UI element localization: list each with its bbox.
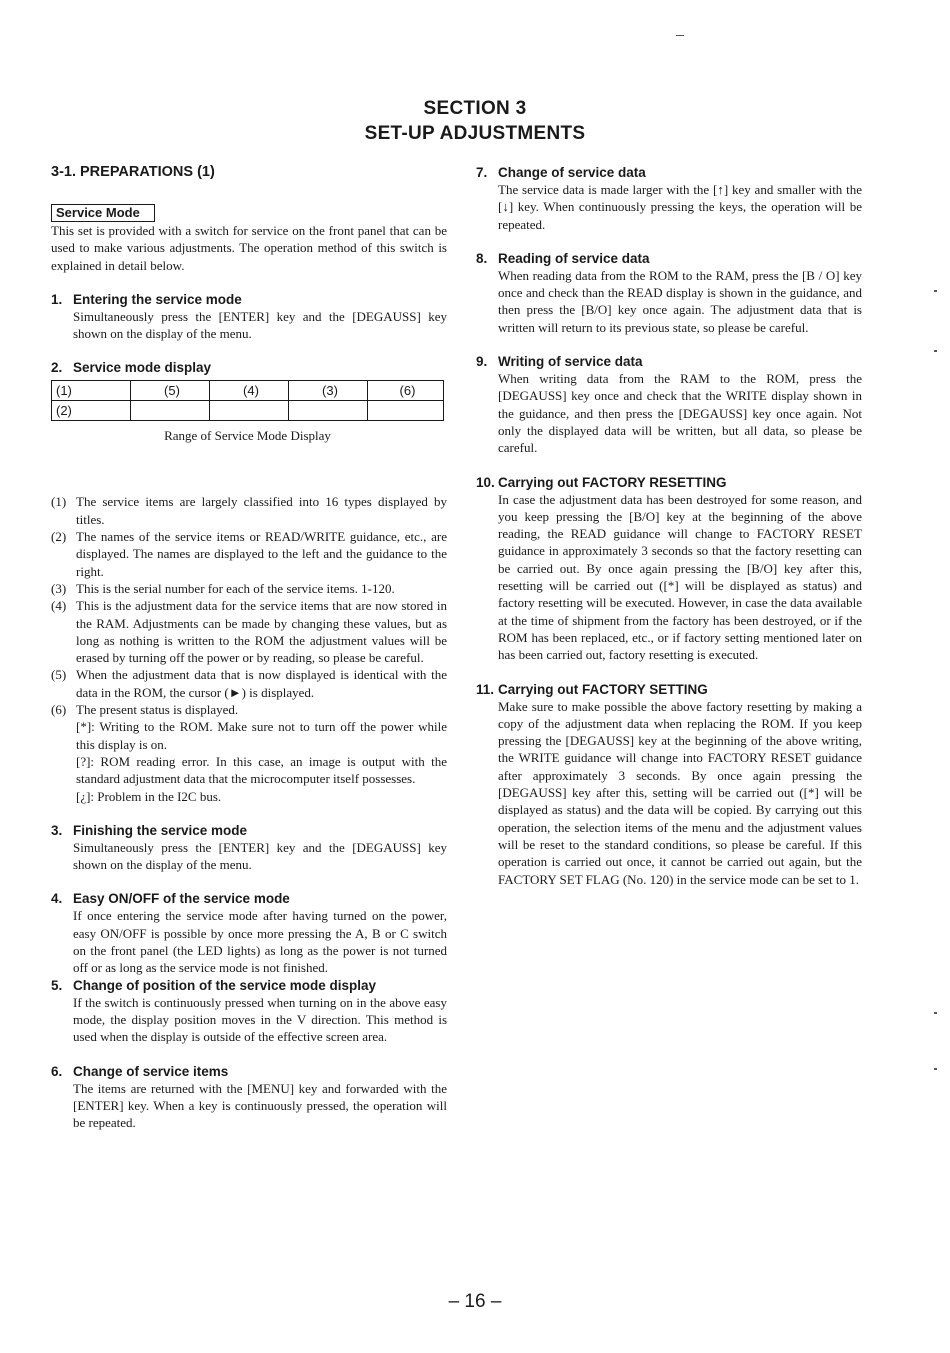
section-name: SET-UP ADJUSTMENTS <box>364 123 586 144</box>
section-11-title: Carrying out FACTORY SETTING <box>498 681 708 697</box>
section-11-body: Make sure to make possible the above factory resetting by making a copy of the adjustment data when replacing the ROM. If you keep pressing the [DEGAUSS] key at the beginning of the above writing, the WRITE guidance will change into FACTORY RESET guidance after approximately 3 seconds. By once again pressing the [DEGAUSS] key after this, setting will be carried out ([*] will be displayed as status) and the data will be copied. By carrying out this operation, the selection items of the menu and the adjustment values will be reset to the standard conditions, so please be careful. If this operation is carried out once, it cannot be carried out again, but the FACTORY SET FLAG (No. 120) in the service mode can be set to 1. <box>498 698 862 887</box>
display-items-list <box>51 493 447 804</box>
section-7-title: Change of service data <box>498 165 646 180</box>
section-10-number: 10. <box>476 474 495 490</box>
left-column <box>51 164 447 1131</box>
service-mode-box-label: Service Mode <box>51 204 155 222</box>
section-3-title: Finishing the service mode <box>73 822 248 838</box>
section-9-title: Writing of service data <box>498 354 643 370</box>
list-item <box>51 597 447 666</box>
section-1-title: Entering the service mode <box>73 291 242 307</box>
section-11-heading <box>476 681 862 698</box>
section-1-body: Simultaneously press the [ENTER] key and the [DEGAUSS] key shown on the display of the menu. <box>73 308 447 342</box>
status-line: [¿]: Problem in the I2C bus. <box>76 788 222 804</box>
section-6-heading <box>51 1063 447 1080</box>
list-item-text: This is the adjustment data for the service items that are now stored in the RAM. Adjustments can be made by changing these values, but as long as nothing is written to the ROM the adjustment values will be erased by turning off the power or by reading, so please be careful. <box>76 598 447 666</box>
list-item <box>51 493 447 528</box>
section-title <box>0 96 950 146</box>
service-mode-display-table <box>51 380 444 421</box>
table-row <box>52 381 444 401</box>
table-cell: (1) <box>52 381 131 401</box>
table-cell <box>210 401 289 421</box>
section-7-heading <box>476 164 862 181</box>
section-number: SECTION 3 <box>423 98 527 119</box>
section-6-number: 6. <box>51 1063 63 1079</box>
table-cell: (3) <box>289 381 368 401</box>
section-7-number: 7. <box>476 165 488 180</box>
list-item-index: (6) <box>51 702 67 718</box>
list-item-text: This is the serial number for each of the service items. 1-120. <box>76 580 395 596</box>
table-row <box>52 401 444 421</box>
section-10-body: In case the adjustment data has been destroyed for some reason, and you keep pressing the [B/O] key at the beginning of the above reading, the READ guidance will change to FACTORY RESET guidance in approximately 3 seconds so that the factory resetting can be carried out. By once again pressing the [B/O] key after this, resetting will be carried out ([*] will be displayed as status) and factory resetting will be executed. However, in case the data available at the time of shipment from the factory has been destroyed, or if the ROM has been replaced, etc., or if factory setting mentioned later on has been carried out, factory resetting is executed. <box>498 491 862 663</box>
section-2-title: Service mode display <box>73 360 212 376</box>
section-1-number: 1. <box>51 291 63 307</box>
table-caption: Range of Service Mode Display <box>164 428 331 444</box>
scan-mark <box>934 290 937 292</box>
section-8-heading <box>476 250 862 267</box>
section-11-number: 11. <box>476 681 495 697</box>
status-line: [*]: Writing to the ROM. Make sure not to turn off the power while this display is on. <box>76 719 447 752</box>
section-10-title: Carrying out FACTORY RESETTING <box>498 474 727 490</box>
scan-mark <box>934 1068 937 1070</box>
list-item <box>51 666 447 701</box>
section-6-body: The items are returned with the [MENU] key and forwarded with the [ENTER] key. When a key is continuously pressed, the operation will be repeated. <box>73 1080 447 1131</box>
right-column <box>476 164 862 888</box>
list-item-text: When the adjustment data that is now displayed is identical with the data in the ROM, the cursor (►) is displayed. <box>76 667 447 700</box>
list-item <box>51 701 447 805</box>
section-5-number: 5. <box>51 977 63 993</box>
section-9-heading <box>476 353 862 370</box>
table-cell: (4) <box>210 381 289 401</box>
table-cell <box>131 401 210 421</box>
section-3-number: 3. <box>51 822 63 838</box>
section-7-body: The service data is made larger with the [↑] key and smaller with the [↓] key. When continuously pressing the keys, the operation will be repeated. <box>498 182 862 232</box>
table-cell <box>289 401 368 421</box>
section-8-body: When reading data from the ROM to the RAM, press the [B / O] key once and check than the READ display is shown in the guidance, and then press the [B/O] key once again. The adjustment data that is written will return to its previous state, so please be careful. <box>498 267 862 335</box>
list-item-text: The present status is displayed. <box>76 702 239 718</box>
list-item <box>51 580 447 597</box>
section-4-body: If once entering the service mode after having turned on the power, easy ON/OFF is possible by once more pressing the A, B or C switch on the front panel (the LED lights) as long as the power is not turned off or as long as the service mode is not finished. <box>73 908 447 976</box>
list-item <box>51 528 447 580</box>
page-number: – 16 – <box>448 1291 502 1312</box>
section-8-number: 8. <box>476 250 488 266</box>
section-1-heading <box>51 291 447 308</box>
scan-mark <box>934 350 937 352</box>
table-cell: (5) <box>131 381 210 401</box>
status-line: [?]: ROM reading error. In this case, an image is output with the standard adjustment data that the microcomputer itself possesses. <box>76 753 447 787</box>
list-item-index: (5) <box>51 667 67 683</box>
table-cell <box>368 401 444 421</box>
section-8-title: Reading of service data <box>498 250 650 266</box>
section-5-body: If the switch is continuously pressed when turning on in the above easy mode, the display position moves in the V direction. This method is used when the display is outside of the effective screen area. <box>73 994 447 1045</box>
preparations-heading: 3-1. PREPARATIONS (1) <box>51 164 215 180</box>
table-cell: (6) <box>368 381 444 401</box>
table-cell: (2) <box>52 401 131 421</box>
list-item-text: The names of the service items or READ/WRITE guidance, etc., are displayed. The names are displayed to the left and the guidance to the right. <box>76 529 447 579</box>
section-6-title: Change of service items <box>73 1063 229 1079</box>
list-item-index: (2) <box>51 529 67 545</box>
list-item-index: (4) <box>51 598 67 614</box>
section-5-title: Change of position of the service mode display <box>73 977 377 993</box>
section-4-title: Easy ON/OFF of the service mode <box>73 891 290 907</box>
section-9-number: 9. <box>476 354 488 370</box>
section-10-heading <box>476 474 862 491</box>
list-item-index: (3) <box>51 580 67 596</box>
scan-mark <box>676 35 684 36</box>
section-2-number: 2. <box>51 360 63 376</box>
list-item-index: (1) <box>51 494 67 510</box>
section-4-number: 4. <box>51 891 63 907</box>
section-5-heading <box>51 977 447 994</box>
section-3-body: Simultaneously press the [ENTER] key and the [DEGAUSS] key shown on the display of the menu. <box>73 839 447 873</box>
section-3-heading <box>51 822 447 839</box>
section-2-heading <box>51 359 447 376</box>
section-4-heading <box>51 890 447 907</box>
list-item-text: The service items are largely classified into 16 types displayed by titles. <box>76 494 447 527</box>
section-9-body: When writing data from the RAM to the ROM, press the [DEGAUSS] key once and check that the WRITE display shown in the guidance, and then press the [DEGAUSS] key once again. Not only the displayed data will be written, but all data, so please be careful. <box>498 371 862 456</box>
scan-mark <box>934 1012 937 1014</box>
intro-paragraph: This set is provided with a switch for service on the front panel that can be used to make various adjustments. The operation method of this switch is explained in detail below. <box>51 223 447 273</box>
